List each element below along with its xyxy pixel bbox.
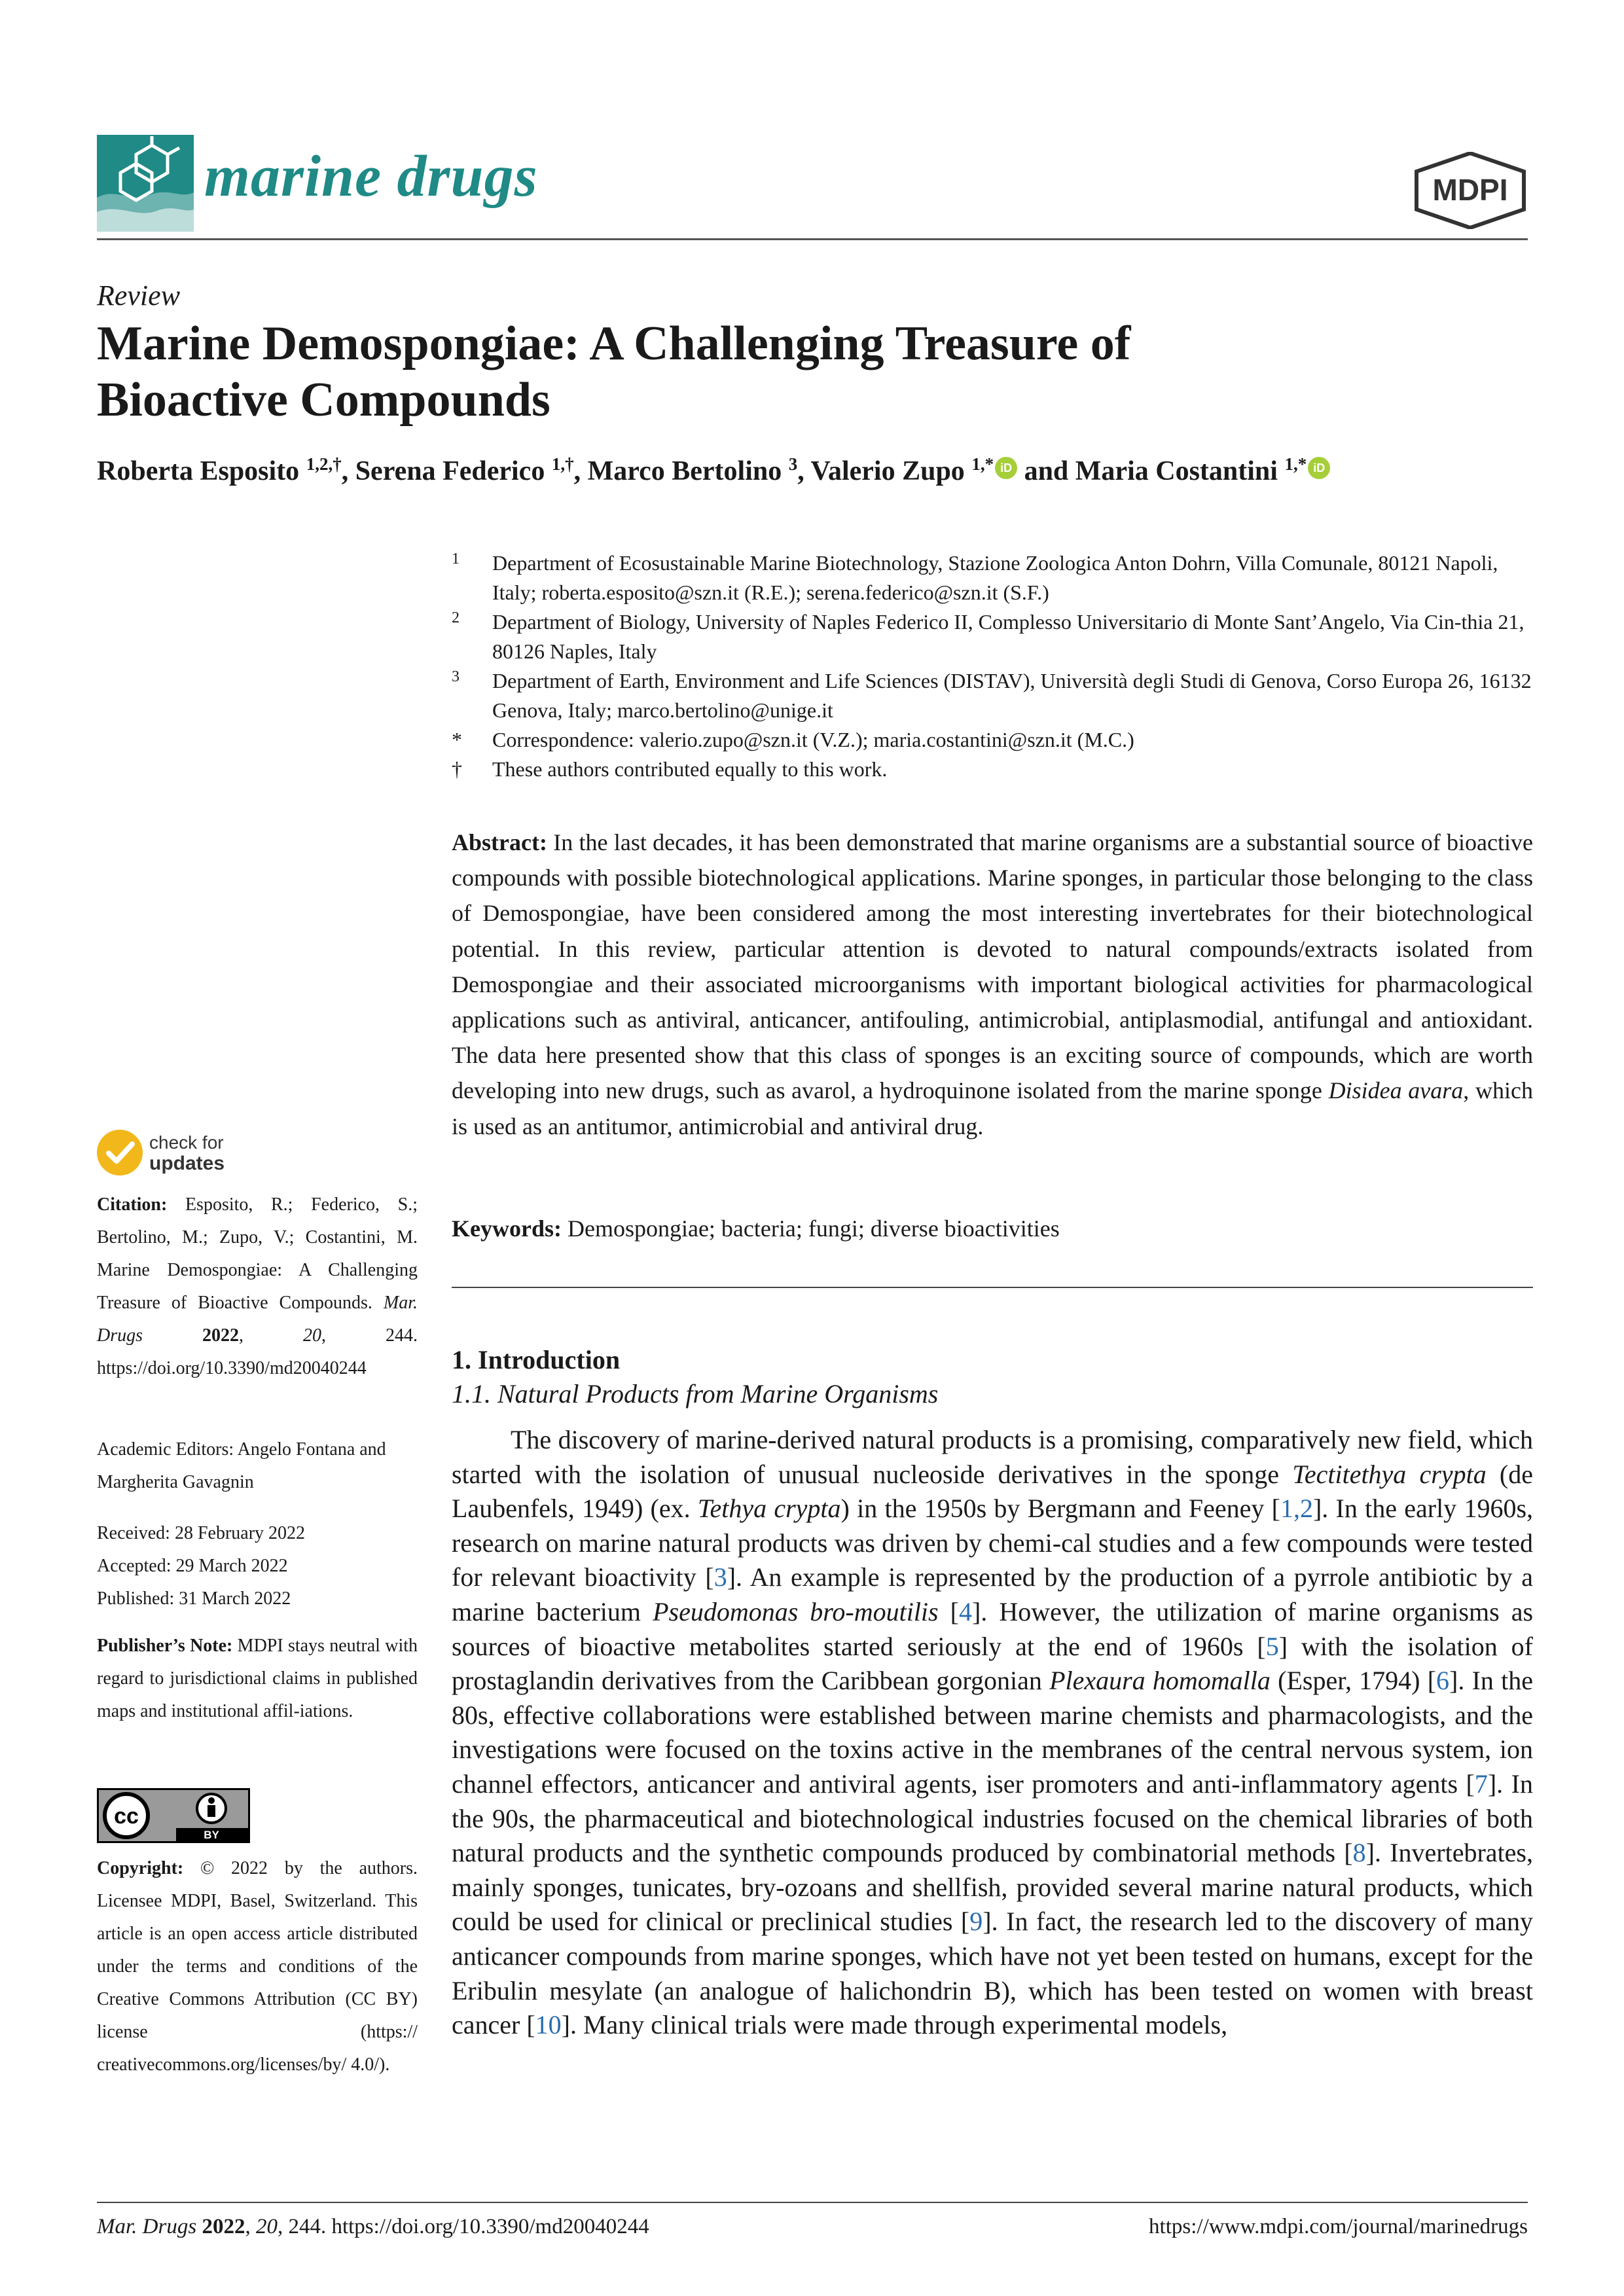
introduction-paragraph: The discovery of marine-derived natural products is a promising, comparatively new field, which started with the isolation of unusual nucleoside derivatives in the sponge Tectitethya crypta (de Laubenfels, 1949) (ex. Tethya crypta) in the 1950s by Bergmann and Feeney [1,2]. In the early 1960s, research on marine natural products was driven by chemi-cal studies and a few compounds were tested for relevant bioactivity [3]. An example is represented by the production of a pyrrole antibiotic by a marine bacterium Pseudomonas bro-moutilis [4]. However, the utilization of marine organisms as sources of bioactive metabolites started seriously at the end of 1960s [5] with the isolation of prostaglandin derivatives from the Caribbean gorgonian Plexaura homomalla (Esper, 1794) [6]. In the 80s, effective collaborations were established between marine chemists and pharmacologists, and the investigations were focused on the toxins active in the membranes of the central nervous system, ion channel effectors, anticancer and antiviral agents, iser promoters and anti-inflammatory agents [7]. In the 90s, the pharmaceutical and biotechnological industries focused on the chemical libraries of both natural products and the synthetic compounds produced by combinatorial methods [8]. Invertebrates, mainly sponges, tunicates, bry-ozoans and shellfish, provided several marine natural products, which could be used for clinical or preclinical studies [9]. In fact, the research led to the discovery of many anticancer compounds from marine sponges, which have not yet been tested on humans, except for the Eribulin mesylate (an analogue of halichondrin B), which has been tested on women with breast cancer [10]. Many clinical trials were made through experimental models, [452, 1425, 1534, 2040]
footer-citation: Mar. Drugs 2022, 20, 244. https://doi.org/10.3390/md20040244 [97, 2215, 649, 2238]
abstract-divider [452, 1287, 1533, 1288]
subsection-title: 1.1. Natural Products from Marine Organisms [452, 1379, 939, 1408]
species-name: Pseudomonas bro-moutilis [653, 1596, 939, 1626]
author-affiliation-marks: 3 [788, 454, 798, 474]
citation-label: Citation: [97, 1194, 168, 1215]
cc-by-license-badge[interactable] [97, 1788, 250, 1843]
affiliations [452, 548, 1532, 784]
author-affiliation-marks: 1,* [1284, 454, 1307, 474]
author-name[interactable]: Roberta Esposito [97, 456, 300, 486]
author-name[interactable]: Serena Federico [355, 456, 545, 486]
reference-link[interactable]: 8 [1352, 1838, 1366, 1868]
reference-link[interactable]: 4 [958, 1596, 972, 1626]
publisher-note: Publisher’s Note: MDPI stays neutral with regard to jurisdictional claims in published maps and institutional affil-iations. [97, 1636, 418, 1721]
title-line-2: Bioactive Compounds [97, 373, 550, 427]
citation: Citation: Esposito, R.; Federico, S.; Bertolino, M.; Zupo, V.; Costantini, M. Marine Demospongiae: A Challenging Treasure of Bioactive Compounds. Mar. Drugs 2022, 20, 244. https://doi.org/10.3390/md20040244 [97, 1194, 418, 1378]
author-affiliation-marks: 1,* [971, 454, 994, 474]
reference-link[interactable]: 10 [535, 2010, 562, 2040]
abstract: Abstract: In the last decades, it has been demonstrated that marine organisms are a substantial source of bioactive compounds with possible biotechnological applications. Marine sponges, in particular those belonging to the class of Demospongiae, have been considered among the most interesting invertebrates for their biotechnological potential. In this review, particular attention is devoted to natural compounds/extracts isolated from Demospongiae and their associated microorganisms with important biological activities for pharmacological applications such as antiviral, anticancer, antifouling, antimicrobial, antiplasmodial, antifungal and antioxidant. The data here presented show that this class of sponges is an exciting source of compounds, which are worth developing into new drugs, such as avarol, a hydroquinone isolated from the marine sponge Disidea avara, which is used as an antitumor, antimicrobial and antiviral drug. [452, 829, 1534, 1139]
reference-link[interactable]: 3 [713, 1562, 727, 1592]
keywords: Keywords: Demospongiae; bacteria; fungi; diverse bioactivities [452, 1215, 1060, 1242]
correspondence: * Correspondence: valerio.zupo@szn.it (V.Z.); maria.costantini@szn.it (M.C.) [452, 728, 1134, 751]
check-for-updates-button[interactable]: check for updates [97, 1130, 267, 1177]
footer-divider [97, 2202, 1528, 2203]
orcid-icon[interactable]: iD [995, 457, 1017, 479]
section-title: 1. Introduction [452, 1345, 621, 1374]
reference-link[interactable]: 1,2 [1280, 1494, 1313, 1524]
equal-contribution-note: † These authors contributed equally to this work. [452, 757, 888, 781]
author-name[interactable]: Valerio Zupo [810, 456, 965, 486]
author-affiliation-marks: 1,2,† [306, 454, 342, 474]
author-name[interactable]: Maria Costantini [1075, 456, 1278, 486]
mdpi-logo-text: MDPI [1432, 173, 1508, 207]
copyright-notice: Copyright: © 2022 by the authors. Licensee MDPI, Basel, Switzerland. This article is an open access article distributed under the terms and conditions of the Creative Commons Attribution (CC BY) license (https:// creativecommons.org/licenses/by/ 4.0/). [97, 1858, 418, 2075]
species-name: Tectitethya crypta [1292, 1459, 1487, 1489]
affiliation-item: 3 Department of Earth, Environment and Life Sciences (DISTAV), Università degli Studi di Genova, Corso Europa 26, 16132 Genova, Italy; marco.bertolino@unige.it [452, 668, 1532, 722]
article-title [97, 315, 1406, 428]
reference-link[interactable]: 7 [1474, 1768, 1488, 1799]
author-name[interactable]: Marco Bertolino [587, 456, 782, 486]
published-date: Published: 31 March 2022 [97, 1588, 291, 1609]
check-icon [97, 1130, 143, 1175]
journal-name: marine drugs [204, 144, 538, 209]
accepted-date: Accepted: 29 March 2022 [97, 1556, 288, 1576]
header-divider [97, 238, 1528, 240]
affiliation-item: 1 Department of Ecosustainable Marine Biotechnology, Stazione Zoologica Anton Dohrn, Villa Comunale, 80121 Napoli, Italy; roberta.esposito@szn.it (R.E.); serena.federico@szn.it (S.F.) [452, 550, 1498, 604]
species-name: Plexaura homomalla [1049, 1666, 1271, 1696]
reference-link[interactable]: 6 [1436, 1666, 1450, 1696]
orcid-icon[interactable]: iD [1308, 457, 1330, 479]
article-type: Review [97, 279, 181, 312]
keywords-label: Keywords: [452, 1215, 562, 1242]
species-name: Tethya crypta [697, 1494, 841, 1524]
species-name: Disidea avara [1328, 1077, 1464, 1104]
svg-text:cc: cc [114, 1804, 139, 1829]
academic-editors: Academic Editors: Angelo Fontana and Margherita Gavagnin [97, 1439, 386, 1492]
abstract-label: Abstract: [452, 829, 547, 855]
publication-dates [97, 1517, 418, 1615]
received-date: Received: 28 February 2022 [97, 1523, 306, 1543]
reference-link[interactable]: 5 [1265, 1631, 1279, 1661]
title-line-1: Marine Demospongiae: A Challenging Treasure of [97, 317, 1131, 370]
journal-logo-icon [97, 135, 194, 232]
mdpi-logo [1414, 152, 1526, 229]
author-affiliation-marks: 1,† [551, 454, 574, 474]
reference-link[interactable]: 9 [969, 1907, 983, 1937]
affiliation-item: 2 Department of Biology, University of Naples Federico II, Complesso Universitario di Monte Sant’Angelo, Via Cin-thia 21, 80126 Naples, Italy [452, 609, 1525, 663]
cc-by-label: BY [204, 1829, 219, 1841]
author-list: Roberta Esposito $^{1,2,\dagger}$, Serena Federico $^{1,\dagger}$, Marco Bertolino $^3$, Valerio Zupo $^{1,*}$ iD and Maria Costantini $^{1,*}$ iD [97, 454, 1537, 487]
journal-url-link[interactable]: https://www.mdpi.com/journal/marinedrugs [1149, 2215, 1528, 2238]
